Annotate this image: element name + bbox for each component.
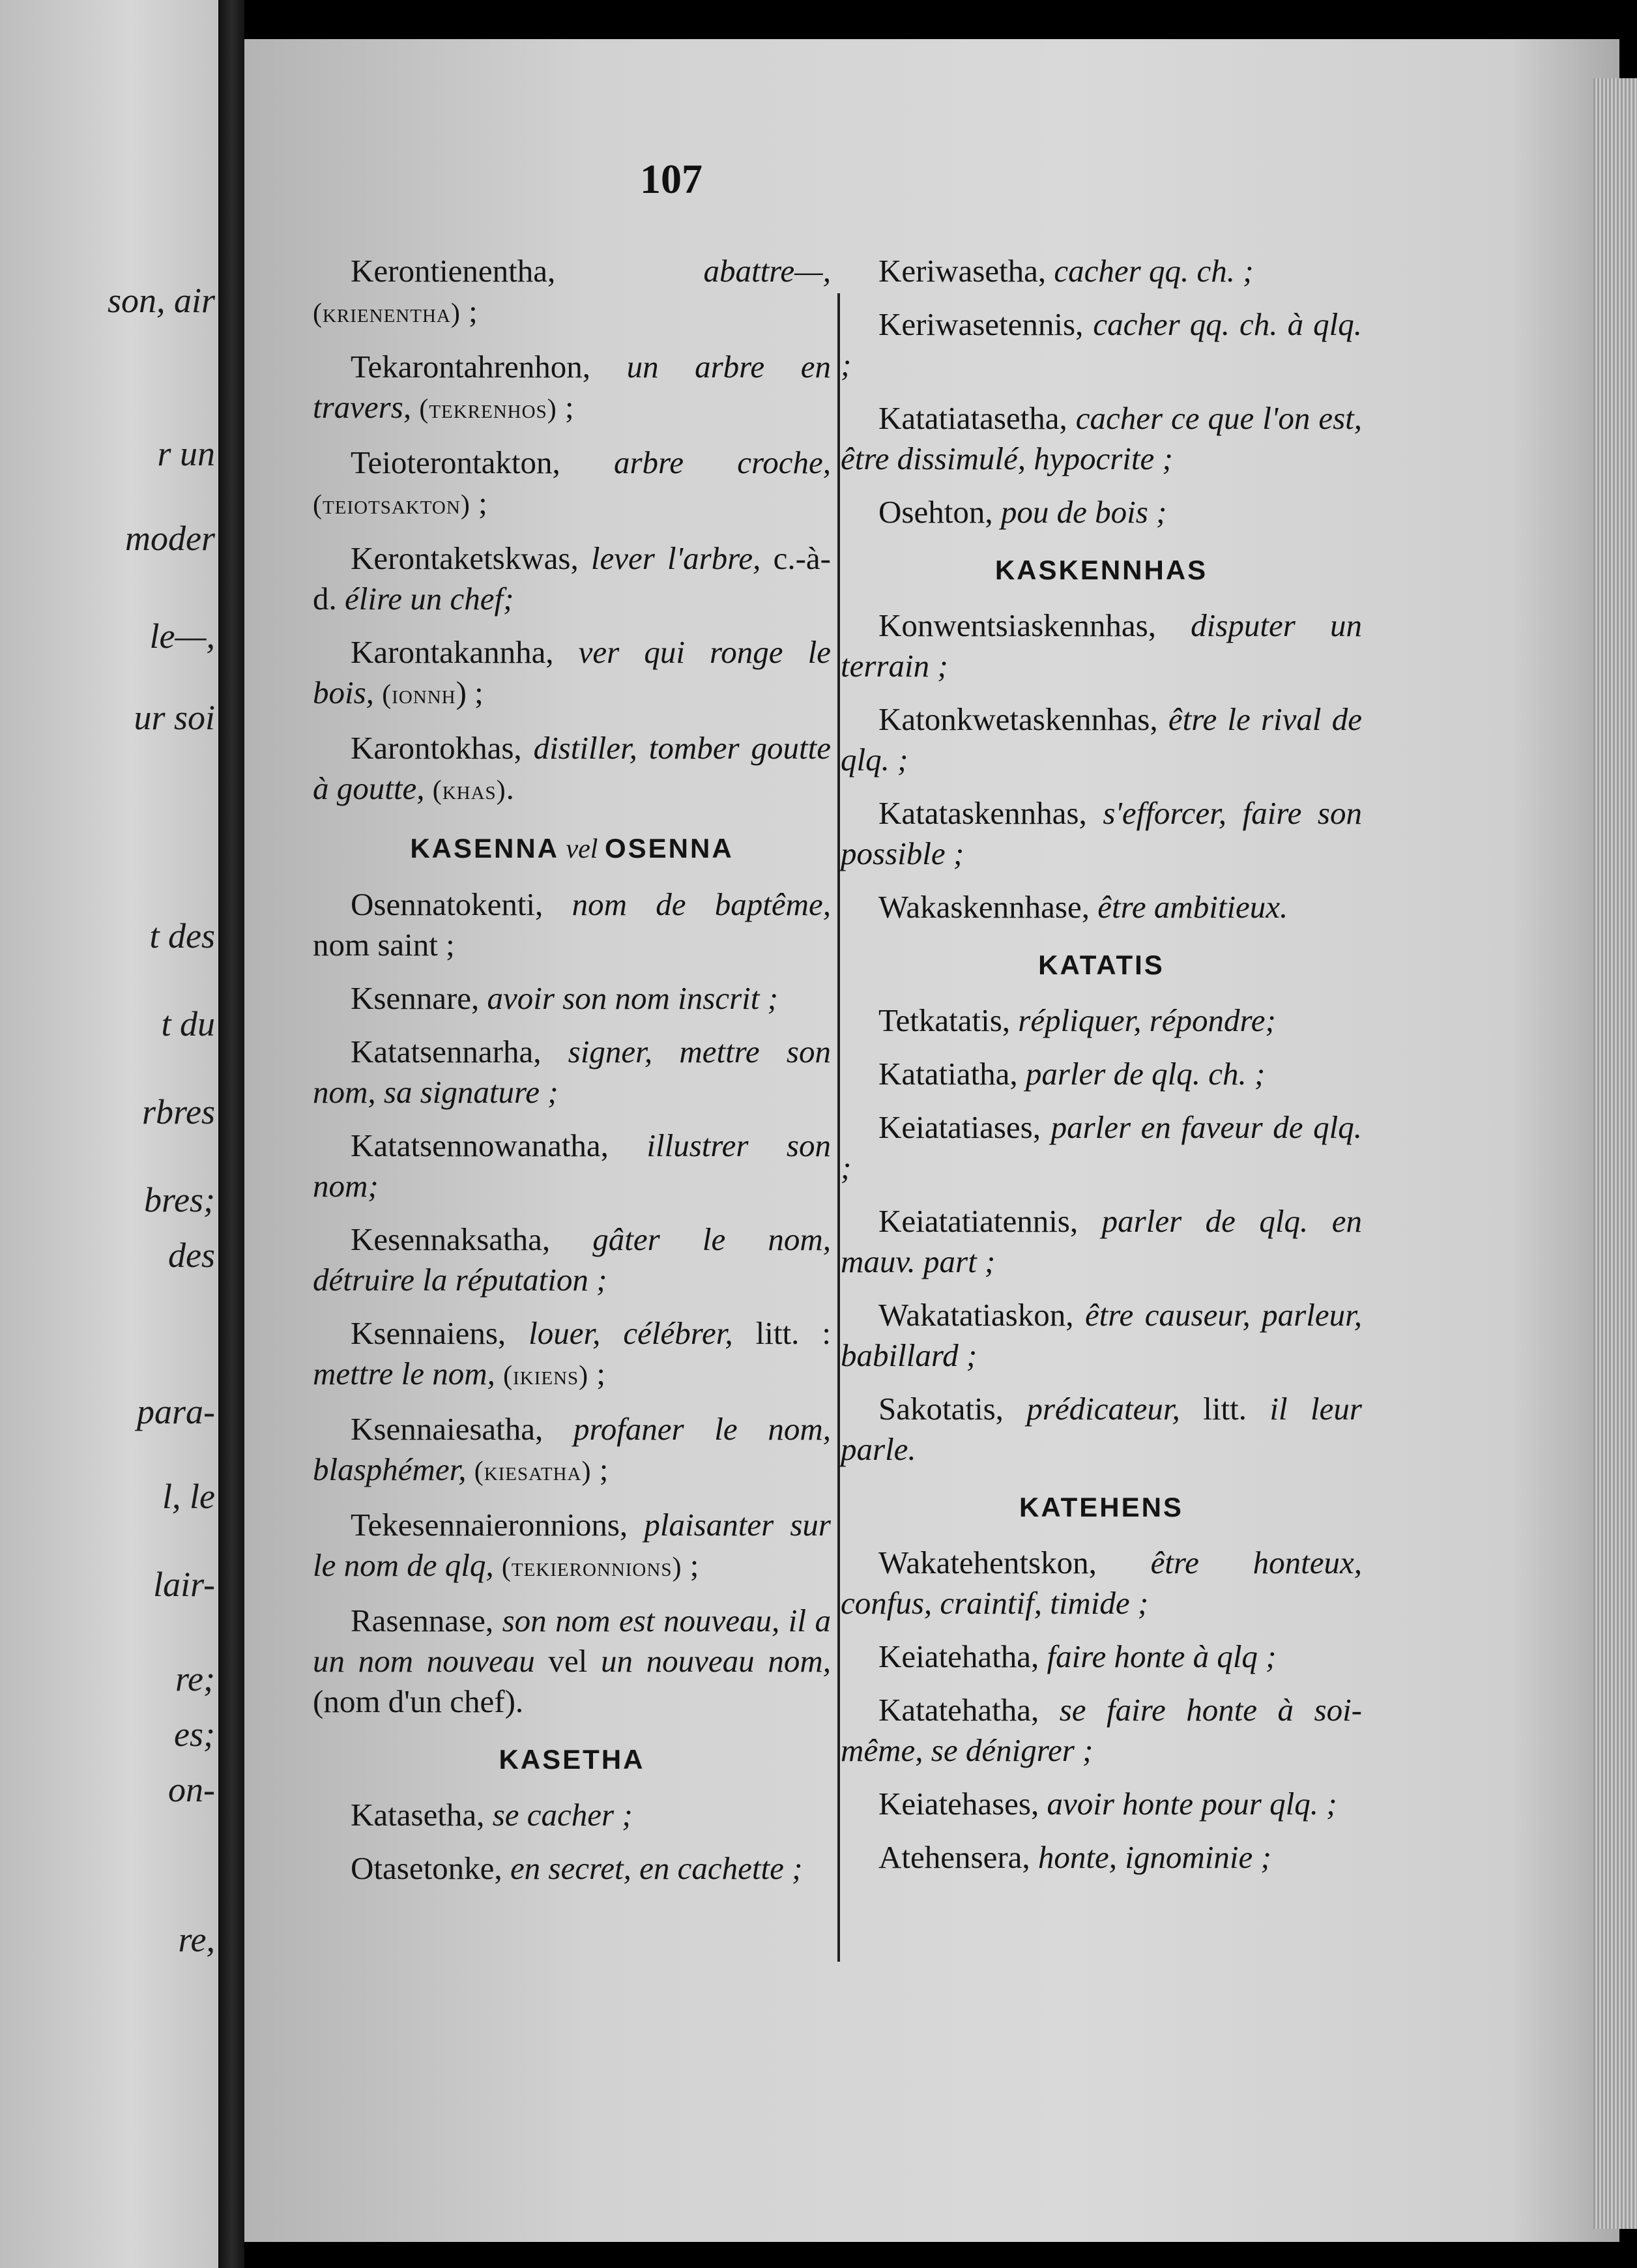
dictionary-entry <box>841 1784 1362 1824</box>
entry-text: Keiatehatha, <box>878 1638 1047 1674</box>
entry-definition: être causeur, parleur, babillard ; <box>841 1297 1362 1373</box>
entry-text: Kesennaksatha, <box>351 1221 593 1257</box>
entry-text: Wakatehentskon, <box>878 1545 1151 1580</box>
entry-definition: abattre—, <box>703 253 831 289</box>
entry-text: Wakatatiaskon, <box>878 1297 1085 1333</box>
dictionary-entry <box>313 251 831 334</box>
entry-text: Tetkatatis, <box>878 1002 1019 1038</box>
dictionary-entry <box>841 1837 1362 1878</box>
entry-definition: répliquer, répondre; <box>1018 1002 1276 1038</box>
entry-definition: faire honte à qlq ; <box>1047 1638 1277 1674</box>
entry-definition: lever l'arbre, <box>590 540 774 576</box>
entry-definition: avoir honte pour qlq. ; <box>1047 1786 1337 1822</box>
entry-definition: signer, mettre son nom, sa signature ; <box>313 1034 831 1110</box>
dictionary-entry <box>313 1409 831 1492</box>
entry-text: Keriwasetha, <box>878 253 1054 289</box>
facing-page-text: t des <box>149 916 215 955</box>
dictionary-entry <box>313 1313 831 1396</box>
entry-text: Katonkwetaskennhas, <box>878 701 1168 737</box>
dictionary-entry <box>841 1107 1362 1188</box>
entry-definition: distiller, tomber goutte à goutte, <box>313 730 831 806</box>
entry-text: Wakaskennhase, <box>878 889 1098 925</box>
entry-definition: nom de baptême, <box>572 886 832 922</box>
entry-text: Otasetonke, <box>351 1850 510 1886</box>
entry-definition: parler de qlq. en mauv. part ; <box>841 1203 1362 1279</box>
heading-vel: vel <box>559 834 605 864</box>
section-heading <box>313 1744 831 1775</box>
dictionary-entry <box>313 1219 831 1300</box>
entry-text: vel <box>548 1643 601 1679</box>
dictionary-entry <box>313 728 831 811</box>
entry-text: (nom d'un chef). <box>313 1683 524 1719</box>
dictionary-entry <box>841 304 1362 385</box>
entry-definition: mettre le nom, <box>313 1356 504 1391</box>
entry-variant: (teiotsakton) <box>313 490 471 520</box>
entry-text: Katatsennowanatha, <box>351 1127 647 1163</box>
entry-text: ; <box>588 1356 606 1391</box>
entry-definition: disputer un terrain ; <box>841 607 1362 684</box>
heading-word: KATEHENS <box>1019 1492 1183 1522</box>
dictionary-entry <box>313 347 831 429</box>
entry-text: Katatsennarha, <box>351 1034 568 1069</box>
dictionary-entry <box>841 887 1362 927</box>
dictionary-entry <box>313 1505 831 1588</box>
entry-text: Keiatatiatennis, <box>878 1203 1102 1239</box>
dictionary-entry <box>313 978 831 1019</box>
entry-text: nom saint ; <box>313 927 455 963</box>
entry-variant: (kiesatha) <box>474 1457 592 1487</box>
section-heading <box>841 1492 1362 1523</box>
entry-text: Konwentsiaskennhas, <box>878 607 1191 643</box>
left-column <box>313 251 831 1902</box>
section-heading <box>841 950 1362 981</box>
entry-definition: cacher ce que l'on est, être dissimulé, hypocrite ; <box>841 400 1362 476</box>
dictionary-entry <box>313 1601 831 1722</box>
entry-text: Ksennaiesatha, <box>351 1411 573 1447</box>
dictionary-entry <box>841 1543 1362 1623</box>
dictionary-entry <box>841 1201 1362 1282</box>
entry-definition: s'efforcer, faire son possible ; <box>841 795 1362 871</box>
entry-text: Katasetha, <box>351 1797 493 1833</box>
dictionary-entry <box>841 793 1362 874</box>
facing-page-text: para- <box>137 1392 215 1431</box>
column-rule <box>837 293 840 1962</box>
entry-definition: en secret, en cachette ; <box>510 1850 803 1886</box>
facing-page-text: l, le <box>162 1477 215 1516</box>
entry-text: litt. <box>1203 1391 1270 1427</box>
entry-definition: cacher qq. ch. à qlq. ; <box>841 306 1362 383</box>
facing-page-text: r un <box>157 434 215 473</box>
facing-page-text: t du <box>161 1004 215 1043</box>
entry-definition: parler en faveur de qlq. ; <box>841 1109 1362 1185</box>
dictionary-entry <box>841 1389 1362 1470</box>
dictionary-entry <box>841 251 1362 291</box>
entry-text: Keiatatiases, <box>878 1109 1051 1145</box>
entry-definition: illustrer son nom; <box>313 1127 831 1204</box>
entry-definition: être honteux, confus, craintif, timide ; <box>841 1545 1362 1621</box>
facing-page-text: moder <box>125 519 215 558</box>
page-number: 107 <box>640 156 703 202</box>
section-heading <box>313 833 831 865</box>
entry-text: ; <box>591 1451 609 1487</box>
entry-text: ; <box>682 1547 699 1583</box>
entry-definition: pou de bois ; <box>1000 494 1167 530</box>
entry-text: c.-à-d. <box>313 540 831 617</box>
entry-definition: parler de qlq. ch. ; <box>1025 1056 1266 1092</box>
entry-text: Katataskennhas, <box>878 795 1103 831</box>
entry-text: Kerontienentha, <box>351 253 704 289</box>
right-column <box>841 251 1362 1891</box>
entry-definition: honte, ignominie ; <box>1037 1839 1271 1875</box>
entry-definition: être le rival de qlq. ; <box>841 701 1362 778</box>
facing-page-text: bres; <box>144 1180 215 1219</box>
facing-page-text: ur soi <box>134 698 215 737</box>
dictionary-entry <box>841 605 1362 686</box>
entry-text: . <box>506 770 514 806</box>
entry-definition: un arbre en travers, <box>313 349 831 425</box>
entry-definition: arbre croche, <box>613 444 831 480</box>
entry-text: Katatehatha, <box>878 1692 1060 1728</box>
entry-definition: être ambitieux. <box>1097 889 1288 925</box>
entry-text: Rasennase, <box>351 1603 502 1638</box>
entry-variant: (ionnh <box>382 680 456 710</box>
dictionary-entry <box>841 492 1362 532</box>
entry-text: litt. : <box>755 1315 831 1351</box>
entry-definition: se faire honte à soi-même, se dénigrer ; <box>841 1692 1362 1768</box>
entry-definition: prédicateur, <box>1026 1391 1204 1427</box>
entry-definition: avoir son nom inscrit ; <box>487 980 778 1016</box>
dictionary-entry <box>841 398 1362 479</box>
entry-text: Tekarontahrenhon, <box>351 349 627 385</box>
facing-page-text: re, <box>178 1920 215 1959</box>
entry-definition: profaner le nom, blasphémer, <box>313 1411 831 1487</box>
dictionary-entry <box>313 1848 831 1889</box>
entry-variant: (khas) <box>432 776 506 806</box>
entry-variant: (tekieronnions) <box>501 1552 682 1582</box>
entry-text: Osennatokenti, <box>351 886 572 922</box>
dictionary-entry <box>841 1054 1362 1094</box>
dictionary-entry <box>313 632 831 715</box>
heading-word: KASETHA <box>499 1744 645 1775</box>
entry-text: Keriwasetennis, <box>878 306 1094 342</box>
entry-definition: cacher qq. ch. ; <box>1054 253 1254 289</box>
facing-page-text: le—, <box>149 617 215 656</box>
page-edge <box>1593 78 1637 2229</box>
entry-text: ; <box>460 293 478 329</box>
facing-page-text: lair- <box>153 1565 215 1604</box>
entry-text: Ksennaiens, <box>351 1315 529 1351</box>
entry-definition: un nouveau nom, <box>600 1643 831 1679</box>
entry-text: Tekesennaieronnions, <box>351 1507 645 1543</box>
entry-text: Katatiatha, <box>878 1056 1026 1092</box>
entry-variant: (tekrenhos) <box>419 394 557 424</box>
entry-text: Ksennare, <box>351 980 487 1016</box>
entry-definition: élire un chef; <box>345 581 514 617</box>
entry-definition: se cacher ; <box>492 1797 633 1833</box>
dictionary-entry <box>313 538 831 619</box>
dictionary-entry <box>313 1126 831 1206</box>
dictionary-entry <box>841 1295 1362 1376</box>
facing-page-fragment <box>0 0 218 2268</box>
dictionary-entry <box>313 1032 831 1112</box>
entry-definition: il leur parle. <box>841 1391 1362 1467</box>
facing-page-text: re; <box>175 1659 215 1698</box>
facing-page-text: des <box>168 1236 215 1275</box>
facing-page-text: son, air <box>107 281 215 320</box>
entry-text: ; <box>557 389 574 425</box>
entry-text: Atehensera, <box>878 1839 1038 1875</box>
heading-word: KASENNA <box>410 833 560 864</box>
entry-definition: ver qui ronge le bois, <box>313 634 832 710</box>
entry-text: Keiatehases, <box>878 1786 1047 1822</box>
entry-text: Teioterontakton, <box>351 444 614 480</box>
dictionary-entry <box>313 884 831 965</box>
dictionary-entry <box>313 443 831 525</box>
entry-definition: gâter le nom, détruire la réputation ; <box>313 1221 831 1298</box>
heading-word: KATATIS <box>1038 950 1165 980</box>
entry-text: Sakotatis, <box>878 1391 1027 1427</box>
entry-text: Osehton, <box>878 494 1001 530</box>
entry-text: Kerontaketskwas, <box>351 540 591 576</box>
dictionary-entry <box>841 699 1362 780</box>
entry-definition: plaisanter sur le nom de qlq, <box>313 1507 831 1583</box>
entry-definition: louer, célébrer, <box>529 1315 756 1351</box>
dictionary-entry <box>313 1795 831 1835</box>
facing-page-text: es; <box>174 1715 215 1754</box>
dictionary-entry <box>841 1636 1362 1677</box>
entry-text: ) ; <box>456 675 484 710</box>
entry-definition: son nom est nouveau, il a un nom nouveau <box>313 1603 831 1679</box>
facing-page-text: on- <box>168 1770 215 1809</box>
entry-text: Karontokhas, <box>351 730 534 766</box>
section-heading <box>841 555 1362 586</box>
dictionary-entry <box>841 1000 1362 1041</box>
entry-text: Karontakannha, <box>351 634 579 670</box>
entry-variant: (krienentha) <box>313 298 461 328</box>
entry-text: Katatiatasetha, <box>878 400 1076 436</box>
facing-page-text: rbres <box>141 1092 215 1131</box>
dictionary-entry <box>841 1690 1362 1771</box>
heading-word: KASKENNHAS <box>994 555 1208 585</box>
entry-text: ; <box>470 485 487 521</box>
book-gutter <box>218 0 244 2268</box>
entry-variant: (ikiens) <box>503 1361 589 1391</box>
heading-alt-word: OSENNA <box>604 833 734 864</box>
